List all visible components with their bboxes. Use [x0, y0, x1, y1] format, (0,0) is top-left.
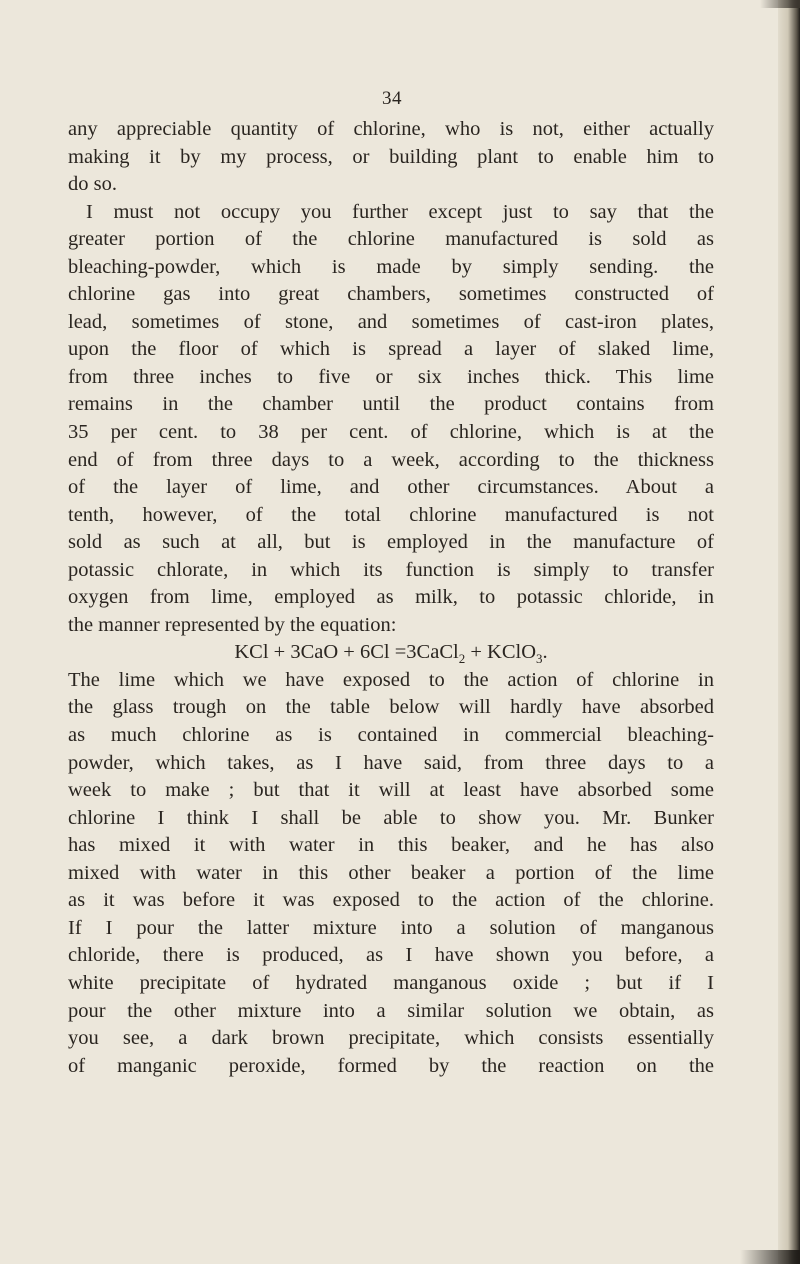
- equation-subscript: 3: [536, 651, 543, 667]
- text-line: making it by my process, or building plant to enable him to: [68, 145, 714, 168]
- text-line: chlorine I think I shall be able to show you. Mr. Bunker: [68, 806, 714, 829]
- text-line: sold as such at all, but is employed in the manufacture of: [68, 531, 714, 554]
- text-line: upon the floor of which is spread a layer of slaked lime,: [68, 338, 714, 361]
- text-line: pour the other mixture into a similar solution we obtain, as: [68, 999, 714, 1022]
- text-line: do so.: [68, 173, 117, 196]
- text-line: lead, sometimes of stone, and sometimes of cast-iron plates,: [68, 310, 714, 333]
- page-edge-bottom: [740, 1250, 800, 1264]
- text-line: you see, a dark brown precipitate, which consists essentially: [68, 1027, 714, 1050]
- text-line: of manganic peroxide, formed by the reaction on the: [68, 1054, 714, 1077]
- text-line: bleaching-powder, which is made by simply sending. the: [68, 255, 714, 278]
- text-line: the glass trough on the table below will hardly have absorbed: [68, 696, 714, 719]
- text-line: the manner represented by the equation:: [68, 613, 397, 636]
- text-line: week to make ; but that it will at least have absorbed some: [68, 779, 714, 802]
- body-text: [68, 116, 714, 1080]
- page-number: 34: [382, 88, 402, 109]
- text-line: chlorine gas into great chambers, sometimes constructed of: [68, 283, 714, 306]
- text-line: of the layer of lime, and other circumstances. About a: [68, 476, 714, 499]
- text-line: If I pour the latter mixture into a solution of manganous: [68, 916, 714, 939]
- page-edge-top: [760, 0, 800, 8]
- text-line: remains in the chamber until the product contains from: [68, 393, 714, 416]
- equation-part: .: [542, 641, 548, 664]
- text-line: as it was before it was exposed to the action of the chlorine.: [68, 889, 714, 912]
- text-line: mixed with water in this other beaker a portion of the lime: [68, 861, 714, 884]
- text-line: 35 per cent. to 38 per cent. of chlorine, which is at the: [68, 421, 714, 444]
- text-line: from three inches to five or six inches thick. This lime: [68, 365, 714, 388]
- text-line: powder, which takes, as I have said, from three days to a: [68, 751, 714, 774]
- text-line: as much chlorine as is contained in commercial bleaching-: [68, 724, 714, 747]
- text-line: oxygen from lime, employed as milk, to potassic chloride, in: [68, 586, 714, 609]
- text-line: potassic chlorate, in which its function is simply to transfer: [68, 558, 714, 581]
- equation-part: KCl + 3CaO + 6Cl =3CaCl: [234, 641, 459, 664]
- text-line: chloride, there is produced, as I have shown you before, a: [68, 944, 714, 967]
- text-line: tenth, however, of the total chlorine manufactured is not: [68, 503, 714, 526]
- text-line: has mixed it with water in this beaker, and he has also: [68, 834, 714, 857]
- text-line: The lime which we have exposed to the action of chlorine in: [68, 668, 714, 691]
- text-line: end of from three days to a week, according to the thickness: [68, 448, 714, 471]
- text-line: I must not occupy you further except just to say that the: [86, 200, 714, 223]
- equation-subscript: 2: [458, 651, 466, 667]
- text-line: any appreciable quantity of chlorine, who is not, either actually: [68, 118, 714, 140]
- equation-part: + KClO: [465, 641, 536, 664]
- text-line: white precipitate of hydrated manganous oxide ; but if I: [68, 971, 714, 994]
- page-edge-shadow: [778, 0, 800, 1264]
- text-line: greater portion of the chlorine manufactured is sold as: [68, 228, 714, 251]
- chemical-equation: [68, 639, 714, 667]
